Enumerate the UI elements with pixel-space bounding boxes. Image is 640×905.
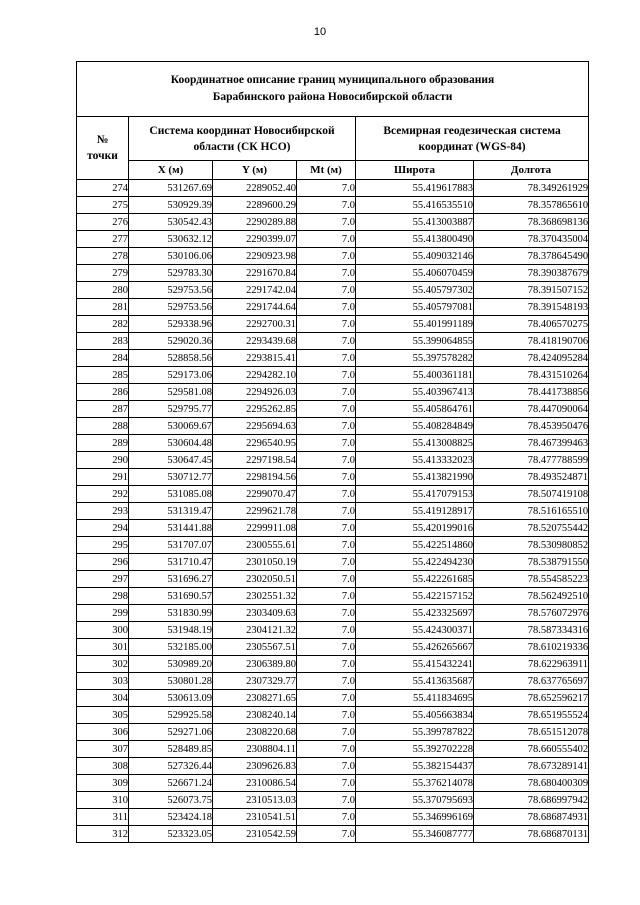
mt-cell: 7.0 xyxy=(297,350,356,367)
y-cell: 2299621.78 xyxy=(213,503,297,520)
longitude-cell: 78.530980852 xyxy=(474,537,589,554)
table-row xyxy=(77,741,589,758)
point-number-cell: 308 xyxy=(77,758,129,775)
latitude-cell: 55.405797081 xyxy=(356,299,474,316)
point-number-symbol: № xyxy=(96,134,109,146)
point-number-cell: 282 xyxy=(77,316,129,333)
table-row xyxy=(77,775,589,792)
y-cell: 2290399.07 xyxy=(213,231,297,248)
latitude-cell: 55.413821990 xyxy=(356,469,474,486)
longitude-cell: 78.378645490 xyxy=(474,248,589,265)
longitude-cell: 78.520755442 xyxy=(474,520,589,537)
table-row xyxy=(77,418,589,435)
latitude-cell: 55.417079153 xyxy=(356,486,474,503)
point-number-cell: 293 xyxy=(77,503,129,520)
mt-cell: 7.0 xyxy=(297,656,356,673)
longitude-cell: 78.686874931 xyxy=(474,809,589,826)
y-cell: 2291670.84 xyxy=(213,265,297,282)
table-row xyxy=(77,197,589,214)
longitude-cell: 78.610219336 xyxy=(474,639,589,656)
longitude-cell: 78.622963911 xyxy=(474,656,589,673)
mt-cell: 7.0 xyxy=(297,384,356,401)
mt-cell: 7.0 xyxy=(297,180,356,197)
y-cell: 2292700.31 xyxy=(213,316,297,333)
longitude-cell: 78.368698136 xyxy=(474,214,589,231)
longitude-cell: 78.587334316 xyxy=(474,622,589,639)
point-number-cell: 276 xyxy=(77,214,129,231)
x-cell: 530647.45 xyxy=(129,452,213,469)
mt-cell: 7.0 xyxy=(297,418,356,435)
x-cell: 529173.06 xyxy=(129,367,213,384)
latitude-cell: 55.409032146 xyxy=(356,248,474,265)
table-row xyxy=(77,486,589,503)
longitude-cell: 78.447090064 xyxy=(474,401,589,418)
x-cell: 530801.28 xyxy=(129,673,213,690)
latitude-cell: 55.422261685 xyxy=(356,571,474,588)
y-cell: 2304121.32 xyxy=(213,622,297,639)
y-cell: 2310086.54 xyxy=(213,775,297,792)
x-cell: 529783.30 xyxy=(129,265,213,282)
y-cell: 2310513.03 xyxy=(213,792,297,809)
point-number-cell: 288 xyxy=(77,418,129,435)
table-row xyxy=(77,571,589,588)
mt-cell: 7.0 xyxy=(297,826,356,843)
point-number-cell: 299 xyxy=(77,605,129,622)
table-row xyxy=(77,588,589,605)
x-cell: 530613.09 xyxy=(129,690,213,707)
coordinates-table xyxy=(76,61,589,843)
wgs-header-line-2: координат (WGS-84) xyxy=(418,140,526,153)
latitude-cell: 55.422157152 xyxy=(356,588,474,605)
y-cell: 2293815.41 xyxy=(213,350,297,367)
x-cell: 531710.47 xyxy=(129,554,213,571)
point-number-word: точки xyxy=(87,150,118,162)
x-cell: 529753.56 xyxy=(129,282,213,299)
x-cell: 529271.06 xyxy=(129,724,213,741)
table-row xyxy=(77,350,589,367)
latitude-cell: 55.419128917 xyxy=(356,503,474,520)
mt-cell: 7.0 xyxy=(297,214,356,231)
longitude-cell: 78.391507152 xyxy=(474,282,589,299)
latitude-cell: 55.411834695 xyxy=(356,690,474,707)
point-number-cell: 290 xyxy=(77,452,129,469)
x-cell: 531267.69 xyxy=(129,180,213,197)
longitude-cell: 78.370435004 xyxy=(474,231,589,248)
mt-cell: 7.0 xyxy=(297,588,356,605)
table-row xyxy=(77,401,589,418)
y-cell: 2299911.08 xyxy=(213,520,297,537)
y-column-header: Y (м) xyxy=(213,161,297,180)
table-row xyxy=(77,469,589,486)
point-number-cell: 280 xyxy=(77,282,129,299)
latitude-cell: 55.399787822 xyxy=(356,724,474,741)
latitude-cell: 55.424300371 xyxy=(356,622,474,639)
longitude-cell: 78.467399463 xyxy=(474,435,589,452)
mt-cell: 7.0 xyxy=(297,707,356,724)
y-cell: 2310541.51 xyxy=(213,809,297,826)
mt-cell: 7.0 xyxy=(297,469,356,486)
table-row xyxy=(77,707,589,724)
mt-cell: 7.0 xyxy=(297,639,356,656)
longitude-cell: 78.477788599 xyxy=(474,452,589,469)
y-cell: 2294926.03 xyxy=(213,384,297,401)
point-number-cell: 303 xyxy=(77,673,129,690)
x-cell: 531830.99 xyxy=(129,605,213,622)
y-cell: 2295262.85 xyxy=(213,401,297,418)
table-row xyxy=(77,826,589,843)
longitude-cell: 78.637765697 xyxy=(474,673,589,690)
table-body xyxy=(77,180,589,843)
longitude-cell: 78.441738856 xyxy=(474,384,589,401)
table-row xyxy=(77,792,589,809)
table-row xyxy=(77,673,589,690)
table-row xyxy=(77,265,589,282)
longitude-cell: 78.406570275 xyxy=(474,316,589,333)
x-cell: 530604.48 xyxy=(129,435,213,452)
point-number-cell: 294 xyxy=(77,520,129,537)
y-cell: 2302050.51 xyxy=(213,571,297,588)
latitude-column-header: Широта xyxy=(356,161,474,180)
point-number-cell: 300 xyxy=(77,622,129,639)
latitude-cell: 55.408284849 xyxy=(356,418,474,435)
longitude-cell: 78.357865610 xyxy=(474,197,589,214)
x-cell: 526671.24 xyxy=(129,775,213,792)
table-row xyxy=(77,554,589,571)
y-cell: 2290923.98 xyxy=(213,248,297,265)
longitude-cell: 78.391548193 xyxy=(474,299,589,316)
mt-cell: 7.0 xyxy=(297,605,356,622)
x-cell: 529753.56 xyxy=(129,299,213,316)
table-row xyxy=(77,622,589,639)
point-number-cell: 284 xyxy=(77,350,129,367)
longitude-cell: 78.453950476 xyxy=(474,418,589,435)
latitude-cell: 55.413008825 xyxy=(356,435,474,452)
table-row xyxy=(77,503,589,520)
y-cell: 2308220.68 xyxy=(213,724,297,741)
mt-cell: 7.0 xyxy=(297,316,356,333)
latitude-cell: 55.370795693 xyxy=(356,792,474,809)
title-line-2: Барабинского района Новосибирской области xyxy=(212,91,453,103)
table-row xyxy=(77,690,589,707)
mt-cell: 7.0 xyxy=(297,486,356,503)
point-number-cell: 311 xyxy=(77,809,129,826)
latitude-cell: 55.376214078 xyxy=(356,775,474,792)
latitude-cell: 55.405663834 xyxy=(356,707,474,724)
y-cell: 2306389.80 xyxy=(213,656,297,673)
mt-cell: 7.0 xyxy=(297,673,356,690)
wgs-system-header xyxy=(356,117,589,161)
longitude-cell: 78.349261929 xyxy=(474,180,589,197)
table-row xyxy=(77,537,589,554)
nso-system-header xyxy=(129,117,356,161)
x-cell: 532185.00 xyxy=(129,639,213,656)
point-number-cell: 297 xyxy=(77,571,129,588)
point-number-cell: 289 xyxy=(77,435,129,452)
longitude-cell: 78.431510264 xyxy=(474,367,589,384)
longitude-cell: 78.390387679 xyxy=(474,265,589,282)
x-cell: 531948.19 xyxy=(129,622,213,639)
mt-cell: 7.0 xyxy=(297,758,356,775)
mt-cell: 7.0 xyxy=(297,792,356,809)
mt-cell: 7.0 xyxy=(297,520,356,537)
y-cell: 2309626.83 xyxy=(213,758,297,775)
x-cell: 531707.07 xyxy=(129,537,213,554)
latitude-cell: 55.400361181 xyxy=(356,367,474,384)
latitude-cell: 55.392702228 xyxy=(356,741,474,758)
y-cell: 2307329.77 xyxy=(213,673,297,690)
point-number-header xyxy=(77,117,129,180)
y-cell: 2303409.63 xyxy=(213,605,297,622)
table-title xyxy=(77,62,589,117)
y-cell: 2299070.47 xyxy=(213,486,297,503)
table-row xyxy=(77,333,589,350)
mt-cell: 7.0 xyxy=(297,452,356,469)
longitude-cell: 78.576072976 xyxy=(474,605,589,622)
latitude-cell: 55.413332023 xyxy=(356,452,474,469)
longitude-cell: 78.554585223 xyxy=(474,571,589,588)
x-cell: 530542.43 xyxy=(129,214,213,231)
latitude-cell: 55.422494230 xyxy=(356,554,474,571)
point-number-cell: 309 xyxy=(77,775,129,792)
latitude-cell: 55.382154437 xyxy=(356,758,474,775)
x-cell: 531319.47 xyxy=(129,503,213,520)
mt-cell: 7.0 xyxy=(297,571,356,588)
x-cell: 531696.27 xyxy=(129,571,213,588)
mt-cell: 7.0 xyxy=(297,282,356,299)
x-cell: 530632.12 xyxy=(129,231,213,248)
mt-cell: 7.0 xyxy=(297,248,356,265)
mt-cell: 7.0 xyxy=(297,554,356,571)
point-number-cell: 283 xyxy=(77,333,129,350)
mt-cell: 7.0 xyxy=(297,690,356,707)
longitude-cell: 78.418190706 xyxy=(474,333,589,350)
latitude-cell: 55.405797302 xyxy=(356,282,474,299)
latitude-cell: 55.416535510 xyxy=(356,197,474,214)
mt-cell: 7.0 xyxy=(297,299,356,316)
x-cell: 528858.56 xyxy=(129,350,213,367)
x-cell: 523424.18 xyxy=(129,809,213,826)
mt-cell: 7.0 xyxy=(297,231,356,248)
mt-cell: 7.0 xyxy=(297,401,356,418)
longitude-cell: 78.493524871 xyxy=(474,469,589,486)
table-row xyxy=(77,758,589,775)
y-cell: 2293439.68 xyxy=(213,333,297,350)
point-number-cell: 277 xyxy=(77,231,129,248)
table-row xyxy=(77,384,589,401)
longitude-cell: 78.424095284 xyxy=(474,350,589,367)
latitude-cell: 55.413800490 xyxy=(356,231,474,248)
y-cell: 2291742.04 xyxy=(213,282,297,299)
mt-cell: 7.0 xyxy=(297,503,356,520)
x-cell: 531690.57 xyxy=(129,588,213,605)
mt-cell: 7.0 xyxy=(297,333,356,350)
latitude-cell: 55.401991189 xyxy=(356,316,474,333)
x-cell: 529925.58 xyxy=(129,707,213,724)
point-number-cell: 274 xyxy=(77,180,129,197)
longitude-cell: 78.652596217 xyxy=(474,690,589,707)
y-cell: 2308271.65 xyxy=(213,690,297,707)
y-cell: 2308240.14 xyxy=(213,707,297,724)
mt-cell: 7.0 xyxy=(297,741,356,758)
mt-cell: 7.0 xyxy=(297,265,356,282)
longitude-cell: 78.673289141 xyxy=(474,758,589,775)
mt-cell: 7.0 xyxy=(297,724,356,741)
point-number-cell: 279 xyxy=(77,265,129,282)
x-cell: 531441.88 xyxy=(129,520,213,537)
longitude-column-header: Долгота xyxy=(474,161,589,180)
x-cell: 531085.08 xyxy=(129,486,213,503)
longitude-cell: 78.651512078 xyxy=(474,724,589,741)
point-number-cell: 304 xyxy=(77,690,129,707)
longitude-cell: 78.660555402 xyxy=(474,741,589,758)
x-cell: 529581.08 xyxy=(129,384,213,401)
y-cell: 2296540.95 xyxy=(213,435,297,452)
table-row xyxy=(77,299,589,316)
latitude-cell: 55.346087777 xyxy=(356,826,474,843)
table-row xyxy=(77,452,589,469)
y-cell: 2305567.51 xyxy=(213,639,297,656)
mt-cell: 7.0 xyxy=(297,775,356,792)
latitude-cell: 55.397578282 xyxy=(356,350,474,367)
latitude-cell: 55.413003887 xyxy=(356,214,474,231)
point-number-cell: 306 xyxy=(77,724,129,741)
longitude-cell: 78.686997942 xyxy=(474,792,589,809)
title-line-1: Координатное описание границ муниципального образования xyxy=(170,74,495,86)
y-cell: 2301050.19 xyxy=(213,554,297,571)
latitude-cell: 55.405864761 xyxy=(356,401,474,418)
nso-header-line-1: Система координат Новосибирской xyxy=(149,124,335,137)
x-cell: 530929.39 xyxy=(129,197,213,214)
x-cell: 527326.44 xyxy=(129,758,213,775)
latitude-cell: 55.413635687 xyxy=(356,673,474,690)
nso-header-line-2: области (СК НСО) xyxy=(193,140,291,153)
x-cell: 523323.05 xyxy=(129,826,213,843)
x-cell: 526073.75 xyxy=(129,792,213,809)
point-number-cell: 285 xyxy=(77,367,129,384)
point-number-cell: 286 xyxy=(77,384,129,401)
point-number-cell: 291 xyxy=(77,469,129,486)
latitude-cell: 55.406070459 xyxy=(356,265,474,282)
y-cell: 2289600.29 xyxy=(213,197,297,214)
point-number-cell: 305 xyxy=(77,707,129,724)
table-row xyxy=(77,639,589,656)
table-row xyxy=(77,520,589,537)
longitude-cell: 78.516165510 xyxy=(474,503,589,520)
x-cell: 529020.36 xyxy=(129,333,213,350)
y-cell: 2310542.59 xyxy=(213,826,297,843)
mt-column-header: Mt (м) xyxy=(297,161,356,180)
point-number-cell: 298 xyxy=(77,588,129,605)
table-row xyxy=(77,248,589,265)
mt-cell: 7.0 xyxy=(297,537,356,554)
x-cell: 530989.20 xyxy=(129,656,213,673)
latitude-cell: 55.346996169 xyxy=(356,809,474,826)
latitude-cell: 55.420199016 xyxy=(356,520,474,537)
latitude-cell: 55.399064855 xyxy=(356,333,474,350)
longitude-cell: 78.562492510 xyxy=(474,588,589,605)
page-number: 10 xyxy=(313,26,327,38)
x-cell: 530712.77 xyxy=(129,469,213,486)
point-number-cell: 301 xyxy=(77,639,129,656)
longitude-cell: 78.686870131 xyxy=(474,826,589,843)
y-cell: 2298194.56 xyxy=(213,469,297,486)
x-column-header: X (м) xyxy=(129,161,213,180)
point-number-cell: 275 xyxy=(77,197,129,214)
point-number-cell: 312 xyxy=(77,826,129,843)
point-number-cell: 302 xyxy=(77,656,129,673)
y-cell: 2300555.61 xyxy=(213,537,297,554)
table-row xyxy=(77,435,589,452)
table-row xyxy=(77,316,589,333)
mt-cell: 7.0 xyxy=(297,367,356,384)
point-number-cell: 292 xyxy=(77,486,129,503)
longitude-cell: 78.651955524 xyxy=(474,707,589,724)
latitude-cell: 55.426265667 xyxy=(356,639,474,656)
table-row xyxy=(77,180,589,197)
table-row xyxy=(77,809,589,826)
y-cell: 2308804.11 xyxy=(213,741,297,758)
point-number-cell: 278 xyxy=(77,248,129,265)
mt-cell: 7.0 xyxy=(297,622,356,639)
latitude-cell: 55.422514860 xyxy=(356,537,474,554)
point-number-cell: 310 xyxy=(77,792,129,809)
x-cell: 529795.77 xyxy=(129,401,213,418)
longitude-cell: 78.680400309 xyxy=(474,775,589,792)
table-row xyxy=(77,605,589,622)
point-number-cell: 307 xyxy=(77,741,129,758)
table-row xyxy=(77,214,589,231)
latitude-cell: 55.423325697 xyxy=(356,605,474,622)
table-row xyxy=(77,231,589,248)
point-number-cell: 296 xyxy=(77,554,129,571)
x-cell: 528489.85 xyxy=(129,741,213,758)
longitude-cell: 78.538791550 xyxy=(474,554,589,571)
y-cell: 2297198.54 xyxy=(213,452,297,469)
y-cell: 2289052.40 xyxy=(213,180,297,197)
latitude-cell: 55.419617883 xyxy=(356,180,474,197)
x-cell: 530106.06 xyxy=(129,248,213,265)
point-number-cell: 281 xyxy=(77,299,129,316)
y-cell: 2295694.63 xyxy=(213,418,297,435)
mt-cell: 7.0 xyxy=(297,435,356,452)
x-cell: 529338.96 xyxy=(129,316,213,333)
mt-cell: 7.0 xyxy=(297,197,356,214)
point-number-cell: 287 xyxy=(77,401,129,418)
y-cell: 2302551.32 xyxy=(213,588,297,605)
wgs-header-line-1: Всемирная геодезическая система xyxy=(383,124,561,137)
point-number-cell: 295 xyxy=(77,537,129,554)
y-cell: 2290289.88 xyxy=(213,214,297,231)
latitude-cell: 55.415432241 xyxy=(356,656,474,673)
x-cell: 530069.67 xyxy=(129,418,213,435)
mt-cell: 7.0 xyxy=(297,809,356,826)
table-row xyxy=(77,282,589,299)
table-row xyxy=(77,656,589,673)
table-row xyxy=(77,724,589,741)
y-cell: 2294282.10 xyxy=(213,367,297,384)
y-cell: 2291744.64 xyxy=(213,299,297,316)
latitude-cell: 55.403967413 xyxy=(356,384,474,401)
table-row xyxy=(77,367,589,384)
longitude-cell: 78.507419108 xyxy=(474,486,589,503)
